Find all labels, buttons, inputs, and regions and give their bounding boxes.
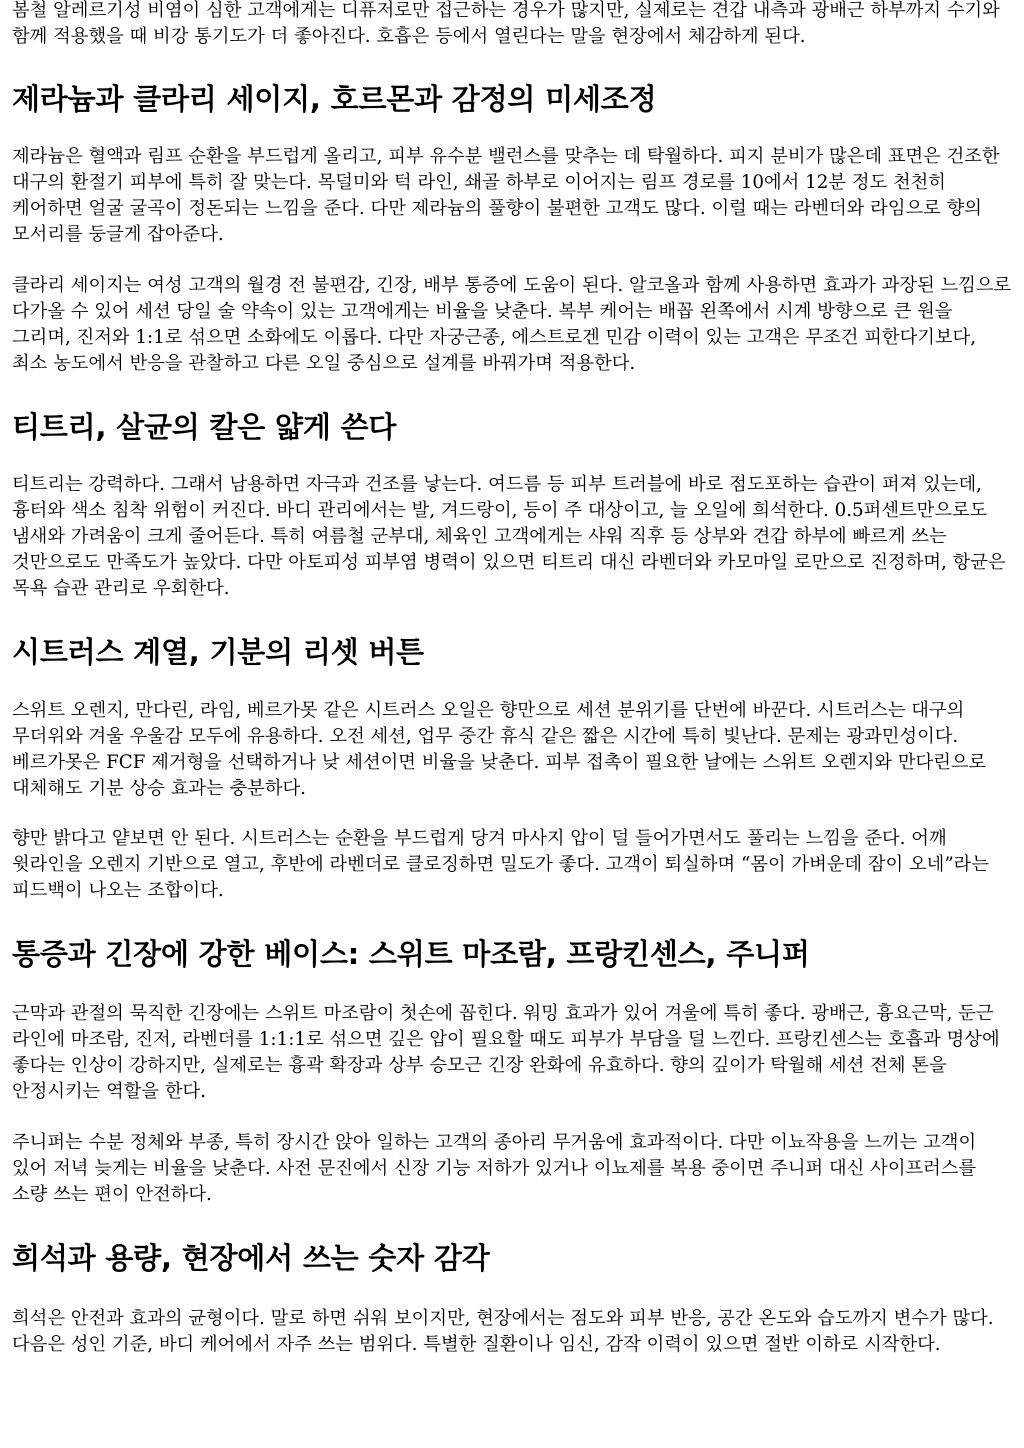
section-pain-tension-base [12, 936, 1012, 1208]
section-paragraph: 티트리는 강력하다. 그래서 남용하면 자극과 건조를 낳는다. 여드름 등 피부 트러블에 바로 점도포하는 습관이 퍼져 있는데, 흉터와 색소 침착 위험이 커진다. 바디 관리에서는 발, 겨드랑이, 등이 주 대상이고, 늘 오일에 희석한다. 0.5퍼센트만으로도 냄새와 가려움이 크게 줄어든다. 특히 여름철 군부대, 체육인 고객에게는 샤워 직후 등 상부와 견갑 하부에 빠르게 쓰는 것만으로도 만족도가 높았다. 다만 아토피성 피부염 병력이 있으면 티트리 대신 라벤더와 카모마일 로만으로 진정하며, 항균은 목욕 습관 관리로 우회한다. [12, 474, 1006, 599]
section-paragraph: 향만 밝다고 얕보면 안 된다. 시트러스는 순환을 부드럽게 당겨 마사지 압이 덜 들어가면서도 풀리는 느낌을 준다. 어깨 윗라인을 오렌지 기반으로 열고, 후반에 라벤더로 클로징하면 밀도가 좋다. 고객이 퇴실하며 “몸이 가벼운데 잠이 오네”라는 피드백이 나오는 조합이다. [12, 828, 989, 901]
section-heading: 제라늄과 클라리 세이지, 호르몬과 감정의 미세조정 [12, 82, 657, 116]
section-paragraph: 스위트 오렌지, 만다린, 라임, 베르가못 같은 시트러스 오일은 향만으로 세션 분위기를 단번에 바꾼다. 시트러스는 대구의 무더위와 겨울 우울감 모두에 유용하다. 오전 세션, 업무 중간 휴식 같은 짧은 시간에 특히 빛난다. 문제는 광과민성이다. 베르가못은 FCF 제거형을 선택하거나 낮 세션이면 비율을 낮춘다. 피부 접촉이 필요한 날에는 스위트 오렌지와 만다린으로 대체해도 기분 상승 효과는 충분하다. [12, 700, 987, 799]
section-dilution-dosage [12, 1240, 1012, 1358]
section-paragraph: 희석은 안전과 효과의 균형이다. 말로 하면 쉬워 보이지만, 현장에서는 점도와 피부 반응, 공간 온도와 습도까지 변수가 많다. 다음은 성인 기준, 바디 케어에서 자주 쓰는 범위다. 특별한 질환이나 임신, 감작 이력이 있으면 절반 이하로 시작한다. [12, 1308, 994, 1355]
section-paragraph: 주니퍼는 수분 정체와 부종, 특히 장시간 앉아 일하는 고객의 종아리 무거움에 효과적이다. 다만 이뇨작용을 느끼는 고객이 있어 저녁 늦게는 비율을 낮춘다. 사전 문진에서 신장 기능 저하가 있거나 이뇨제를 복용 중이면 주니퍼 대신 사이프러스를 소량 쓰는 편이 안전하다. [12, 1132, 977, 1205]
section-heading: 통증과 긴장에 강한 베이스: 스위트 마조람, 프랑킨센스, 주니퍼 [12, 937, 810, 971]
section-citrus [12, 634, 1012, 904]
section-heading: 시트러스 계열, 기분의 리셋 버튼 [12, 635, 424, 669]
section-paragraph: 클라리 세이지는 여성 고객의 월경 전 불편감, 긴장, 배부 통증에 도움이 된다. 알코올과 함께 사용하면 효과가 과장된 느낌으로 다가올 수 있어 세션 당일 술 약속이 있는 고객에게는 비율을 낮춘다. 복부 케어는 배꼽 왼쪽에서 시계 방향으로 큰 원을 그리며, 진저와 1:1로 섞으면 소화에도 이롭다. 다만 자궁근종, 에스트로겐 민감 이력이 있는 고객은 무조건 피한다기보다, 최소 농도에서 반응을 관찰하고 다른 오일 중심으로 설계를 바꿔가며 적용한다. [12, 275, 1012, 374]
section-heading: 희석과 용량, 현장에서 쓰는 숫자 감각 [12, 1241, 490, 1275]
section-geranium-clary-sage [12, 81, 1012, 377]
section-tea-tree [12, 409, 1012, 602]
intro-paragraph: 봄철 알레르기성 비염이 심한 고객에게는 디퓨저로만 접근하는 경우가 많지만, 실제로는 견갑 내측과 광배근 하부까지 수기와 함께 적용했을 때 비강 통기도가 더 좋아진다. 호흡은 등에서 열린다는 말을 현장에서 체감하게 된다. [12, 0, 1000, 47]
section-paragraph: 제라늄은 혈액과 림프 순환을 부드럽게 올리고, 피부 유수분 밸런스를 맞추는 데 탁월하다. 피지 분비가 많은데 표면은 건조한 대구의 환절기 피부에 특히 잘 맞는다. 목덜미와 턱 라인, 쇄골 하부로 이어지는 림프 경로를 10에서 12분 정도 천천히 케어하면 얼굴 굴곡이 정돈되는 느낌을 준다. 다만 제라늄의 풀향이 불편한 고객도 많다. 이럴 때는 라벤더와 라임으로 향의 모서리를 둥글게 잡아준다. [12, 146, 1000, 245]
section-paragraph: 근막과 관절의 묵직한 긴장에는 스위트 마조람이 첫손에 꼽힌다. 워밍 효과가 있어 겨울에 특히 좋다. 광배근, 흉요근막, 둔근 라인에 마조람, 진저, 라벤더를 1:1:1로 섞으면 깊은 압이 필요할 때도 피부가 부담을 덜 느낀다. 프랑킨센스는 호흡과 명상에 좋다는 인상이 강하지만, 실제로는 흉곽 확장과 상부 승모근 긴장 완화에 유효하다. 향의 깊이가 탁월해 세션 전체 톤을 안정시키는 역할을 한다. [12, 1003, 1000, 1102]
section-heading: 티트리, 살균의 칼은 얇게 쓴다 [12, 410, 397, 444]
